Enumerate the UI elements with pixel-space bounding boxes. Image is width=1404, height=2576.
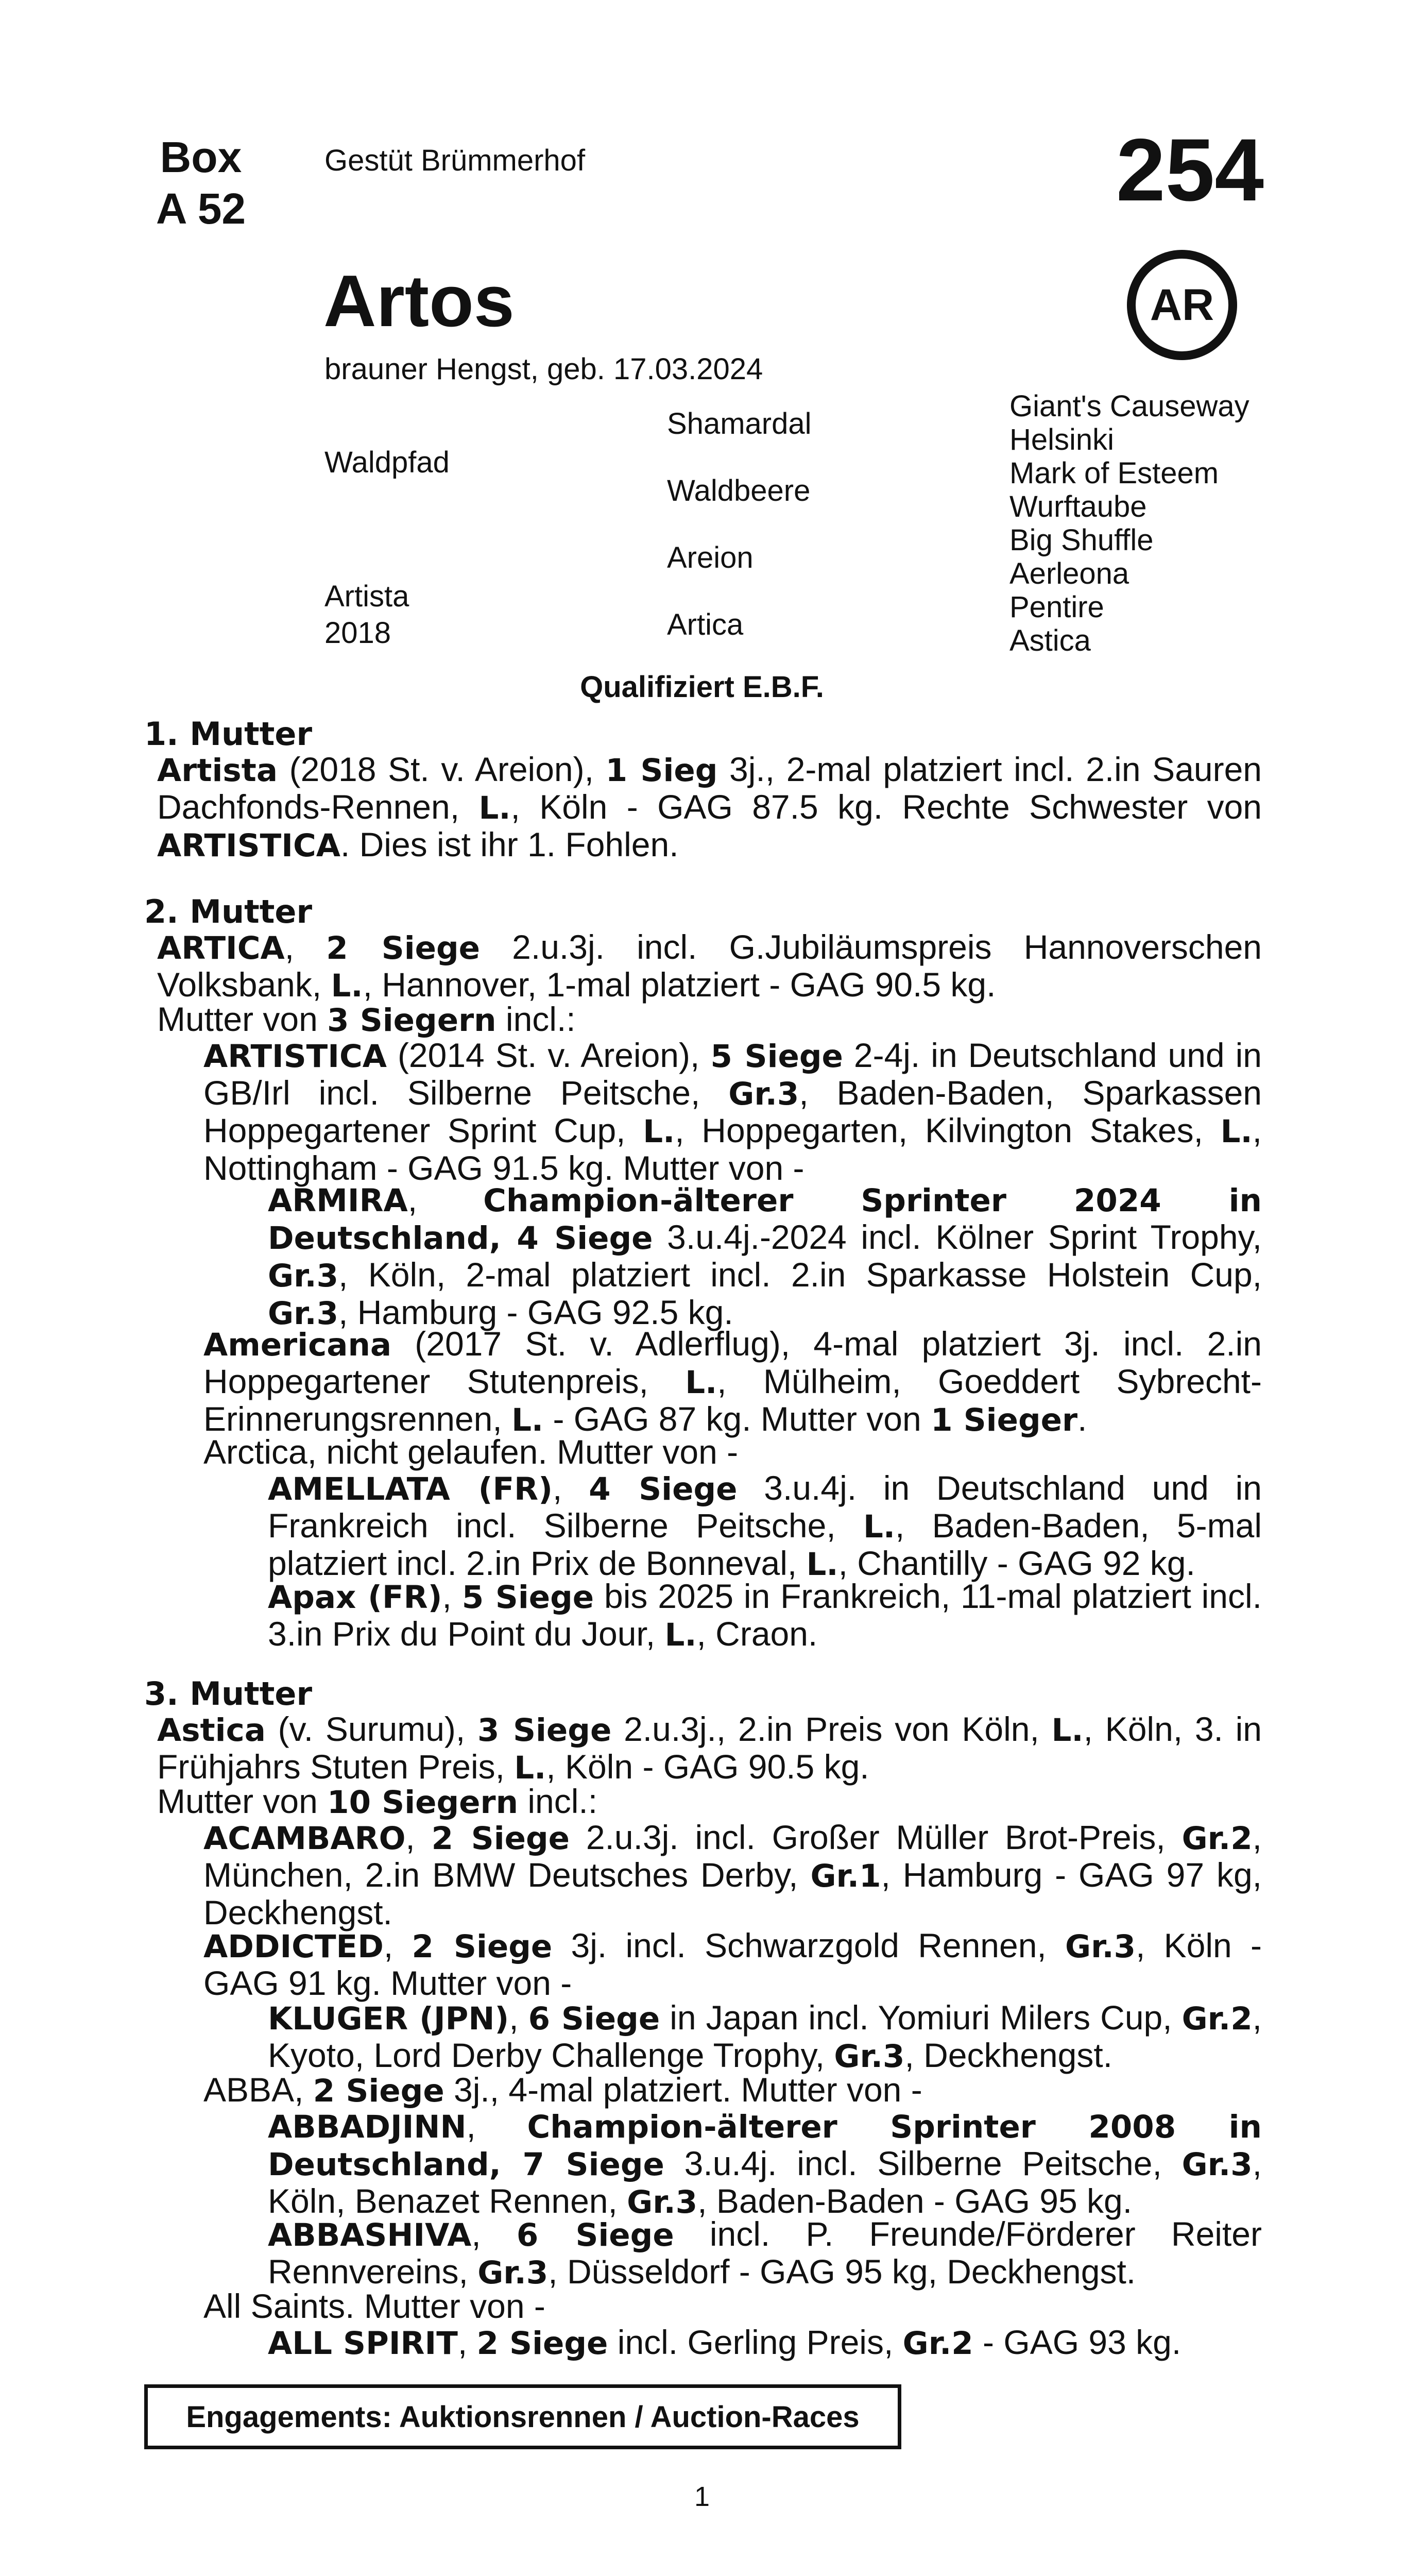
group-mark: Gr.3 — [268, 1295, 339, 1332]
listed-mark: L. — [514, 1750, 546, 1786]
entry-abbashiva — [268, 2216, 1262, 2291]
text: in Japan incl. Yomiuri Milers Cup, — [660, 1998, 1182, 2037]
text: 2.u.3j. incl. G.Jubiläumspreis Hannoverschen Volksbank, — [157, 928, 1262, 1004]
group-mark: Gr.2 — [1182, 2001, 1253, 2037]
entry-artista — [157, 751, 1262, 864]
text: , — [284, 928, 327, 966]
horse-name-artista: Artista — [157, 752, 278, 789]
horse-name-astica: Astica — [157, 1712, 266, 1749]
text: (2014 St. v. Areion), — [386, 1036, 711, 1074]
text: , — [509, 1998, 528, 2037]
text: , Hamburg - GAG 97 kg, Deckhengst. — [203, 1856, 1262, 1931]
horse-name-abbadjinn: ABBADJINN — [268, 2109, 467, 2145]
text: 2.u.3j., 2.in Preis von Köln, — [611, 1710, 1052, 1748]
horse-name-artistica: ARTISTICA — [203, 1038, 387, 1075]
listed-mark: L. — [331, 968, 363, 1004]
text: - GAG 87 kg. Mutter von — [543, 1400, 931, 1438]
text: , Köln, 2-mal platziert incl. 2.in Sparkasse Holstein Cup, — [338, 1256, 1262, 1294]
winner-count: 1 Sieger — [931, 1402, 1078, 1438]
wins: 6 Siege — [528, 2001, 660, 2037]
entry-astica-mutter — [157, 1783, 1262, 1821]
entry-amellata — [268, 1470, 1262, 1583]
box-label-line1: Box — [160, 133, 242, 181]
text: , Baden-Baden - GAG 95 kg. — [697, 2182, 1133, 2220]
text: - GAG 93 kg. — [973, 2323, 1182, 2361]
pedigree-gen3: Wurftaube — [1009, 490, 1147, 523]
box-label — [149, 131, 252, 234]
text: (2018 St. v. Areion), — [278, 750, 606, 788]
text: , — [383, 1926, 412, 1964]
wins: 2 Siege — [431, 1820, 570, 1857]
text: Mutter von — [157, 1782, 328, 1820]
horse-name-allspirit: ALL SPIRIT — [268, 2325, 458, 2362]
champion-title: Champion-älterer Sprinter 2008 in Deutschland, 7 Siege — [268, 2109, 1262, 2183]
text: , Baden-Baden, Sparkassen Hoppegartener Sprint Cup, — [203, 1074, 1262, 1149]
text: , Köln - GAG 91 kg. Mutter von - — [203, 1926, 1262, 2002]
winner-count: 10 Siegern — [327, 1784, 519, 1821]
wins: 1 Sieg — [605, 752, 718, 789]
pedigree-gen3: Giant's Causeway — [1009, 389, 1249, 423]
entry-kluger — [268, 1999, 1262, 2075]
text: , Kyoto, Lord Derby Challenge Trophy, — [268, 1998, 1262, 2074]
pedigree-gen3: Aerleona — [1009, 557, 1129, 590]
listed-mark: L. — [863, 1509, 896, 1545]
text: , — [552, 1469, 589, 1507]
qualification: Qualifiziert E.B.F. — [580, 670, 824, 704]
group-mark: Gr.3 — [477, 2255, 549, 2291]
horse-name-kluger: KLUGER (JPN) — [268, 2001, 509, 2037]
text: 3.u.4j. in Deutschland und in Frankreich incl. Silberne Peitsche, — [268, 1469, 1262, 1545]
pedigree-dam-year: 2018 — [324, 616, 391, 650]
text: 3.u.4j.-2024 incl. Kölner Sprint Trophy, — [653, 1218, 1262, 1256]
section-heading-mutter2: 2. Mutter — [144, 893, 313, 930]
entry-abbadjinn — [268, 2108, 1262, 2221]
entry-arctica: Arctica, nicht gelaufen. Mutter von - — [203, 1433, 739, 1471]
entry-apax — [268, 1578, 1262, 1653]
page-number: 1 — [694, 2481, 710, 2512]
engagements-box — [144, 2384, 901, 2449]
wins: 4 Siege — [589, 1471, 738, 1507]
wins: 6 Siege — [516, 2217, 674, 2253]
text: 3j. incl. Schwarzgold Rennen, — [552, 1926, 1065, 1964]
text: . — [1077, 1400, 1087, 1438]
sister-name: ARTISTICA — [157, 827, 340, 864]
entry-abba — [203, 2072, 1262, 2109]
entry-artistica — [203, 1037, 1262, 1186]
box-label-line2: A 52 — [156, 184, 246, 233]
group-mark: Gr.2 — [1182, 1820, 1253, 1857]
breeder: Gestüt Brümmerhof — [324, 144, 586, 177]
text: (v. Surumu), — [265, 1710, 477, 1748]
listed-mark: L. — [478, 790, 511, 826]
text: incl.: — [496, 1000, 576, 1038]
horse-name: Artos — [323, 260, 515, 342]
text: , — [407, 1180, 484, 1218]
wins: 3 Siege — [477, 1712, 612, 1749]
horse-name-acambaro: ACAMBARO — [203, 1820, 406, 1857]
ar-badge — [1127, 250, 1237, 360]
text: 3.u.4j. incl. Silberne Peitsche, — [664, 2144, 1182, 2182]
text: , Nottingham - GAG 91.5 kg. Mutter von - — [203, 1111, 1262, 1187]
champion-title: Champion-älterer Sprinter 2024 in Deutschland, 4 Siege — [268, 1182, 1262, 1257]
horse-name-addicted: ADDICTED — [203, 1928, 384, 1965]
horse-name-armira: ARMIRA — [268, 1182, 408, 1219]
listed-mark: L. — [643, 1113, 675, 1150]
pedigree-dam: Artista — [324, 580, 409, 613]
text: incl.: — [518, 1782, 598, 1820]
group-mark: Gr.3 — [1182, 2146, 1253, 2183]
ar-badge-text: AR — [1150, 280, 1214, 330]
text: , Hoppegarten, Kilvington Stakes, — [675, 1111, 1221, 1149]
text: , Baden-Baden, 5-mal platziert incl. 2.in Prix de Bonneval, — [268, 1506, 1262, 1582]
text: 3j., 2-mal platziert incl. 2.in Sauren Dachfonds-Rennen, — [157, 750, 1262, 826]
text: , Köln - GAG 90.5 kg. — [546, 1748, 869, 1786]
listed-mark: L. — [664, 1617, 697, 1653]
text: , Köln, Benazet Rennen, — [268, 2144, 1262, 2220]
entry-addicted — [203, 1927, 1262, 2001]
lot-number: 254 — [1116, 121, 1264, 219]
pedigree-gen3: Astica — [1009, 624, 1091, 657]
entry-armira — [268, 1181, 1262, 1332]
group-mark: Gr.3 — [268, 1258, 339, 1294]
text: , Hannover, 1-mal platziert - GAG 90.5 kg. — [363, 965, 996, 1004]
pedigree-sire: Waldpfad — [324, 446, 450, 479]
text: , — [471, 2215, 517, 2253]
text: . Dies ist ihr 1. Fohlen. — [340, 825, 679, 863]
listed-mark: L. — [511, 1402, 544, 1438]
horse-description: brauner Hengst, geb. 17.03.2024 — [324, 352, 763, 386]
listed-mark: L. — [1051, 1712, 1084, 1749]
pedigree-gen2: Waldbeere — [667, 474, 811, 507]
engagements-text: Engagements: Auktionsrennen / Auction-Races — [186, 2400, 860, 2434]
entry-artica — [157, 929, 1262, 1004]
text: Mutter von — [157, 1000, 328, 1038]
text: , Craon. — [696, 1615, 818, 1653]
text: , — [457, 2323, 477, 2361]
entry-americana — [203, 1326, 1262, 1438]
text: , Chantilly - GAG 92 kg. — [838, 1544, 1195, 1582]
wins: 5 Siege — [710, 1038, 843, 1075]
pedigree-gen2: Shamardal — [667, 407, 812, 440]
horse-name-artica: ARTICA — [157, 930, 285, 967]
text: 3j., 4-mal platziert. Mutter von - — [444, 2071, 922, 2109]
winner-count: 3 Siegern — [327, 1002, 496, 1039]
text: (2017 St. v. Adlerflug), 4-mal platziert 3j. incl. 2.in Hoppegartener Stutenpreis, — [203, 1325, 1262, 1400]
section-heading-mutter1: 1. Mutter — [144, 715, 313, 753]
section-heading-mutter3: 3. Mutter — [144, 1675, 313, 1713]
entry-allspirit — [268, 2324, 1262, 2362]
entry-artica-mutter — [157, 1001, 1262, 1039]
text: , Köln, 3. in Frühjahrs Stuten Preis, — [157, 1710, 1262, 1786]
pedigree-gen3: Big Shuffle — [1009, 523, 1154, 557]
entry-acambaro — [203, 1819, 1262, 1930]
text: , Mülheim, Goeddert Sybrecht-Erinnerungsrennen, — [203, 1362, 1262, 1438]
text: incl. Gerling Preis, — [608, 2323, 903, 2361]
group-mark: Gr.3 — [728, 1076, 799, 1112]
group-mark: Gr.3 — [834, 2038, 905, 2075]
wins: 2 Siege — [313, 2073, 444, 2109]
group-mark: Gr.3 — [627, 2184, 698, 2221]
text: 2.u.3j. incl. Großer Müller Brot-Preis, — [570, 1818, 1182, 1856]
pedigree-gen2: Artica — [667, 608, 744, 641]
text: , München, 2.in BMW Deutsches Derby, — [203, 1818, 1262, 1894]
group-mark: Gr.2 — [902, 2325, 973, 2362]
pedigree-gen2: Areion — [667, 541, 754, 574]
wins: 2 Siege — [476, 2325, 608, 2362]
text: , Deckhengst. — [904, 2036, 1113, 2074]
pedigree-gen3: Mark of Esteem — [1009, 456, 1219, 490]
text: bis 2025 in Frankreich, 11-mal platziert incl. 3.in Prix du Point du Jour, — [268, 1577, 1262, 1653]
text: ABBA, — [203, 2071, 313, 2109]
horse-name-amellata: AMELLATA (FR) — [268, 1471, 553, 1507]
horse-name-abbashiva: ABBASHIVA — [268, 2217, 472, 2253]
pedigree-gen3: Helsinki — [1009, 423, 1115, 456]
text: incl. P. Freunde/Förderer Reiter Rennvereins, — [268, 2215, 1262, 2291]
horse-name-americana: Americana — [203, 1327, 392, 1363]
group-mark: Gr.3 — [1065, 1928, 1136, 1965]
listed-mark: L. — [1220, 1113, 1253, 1150]
text: , — [405, 1818, 432, 1856]
text: , — [466, 2107, 527, 2145]
wins: 2 Siege — [326, 930, 481, 967]
text: 2-4j. in Deutschland und in GB/Irl incl. Silberne Peitsche, — [203, 1036, 1262, 1112]
text: , Köln - GAG 87.5 kg. Rechte Schwester von — [510, 788, 1262, 826]
text: , — [442, 1577, 462, 1615]
horse-name-apax: Apax (FR) — [268, 1579, 442, 1616]
listed-mark: L. — [685, 1364, 717, 1401]
entry-allsaints: All Saints. Mutter von - — [203, 2287, 545, 2325]
wins: 2 Siege — [412, 1928, 553, 1965]
entry-astica — [157, 1711, 1262, 1786]
text: , Düsseldorf - GAG 95 kg, Deckhengst. — [548, 2252, 1136, 2291]
text: , Hamburg - GAG 92.5 kg. — [338, 1293, 733, 1331]
listed-mark: L. — [806, 1546, 838, 1583]
group-mark: Gr.1 — [810, 1858, 881, 1894]
wins: 5 Siege — [461, 1579, 594, 1616]
pedigree-gen3: Pentire — [1009, 590, 1104, 624]
